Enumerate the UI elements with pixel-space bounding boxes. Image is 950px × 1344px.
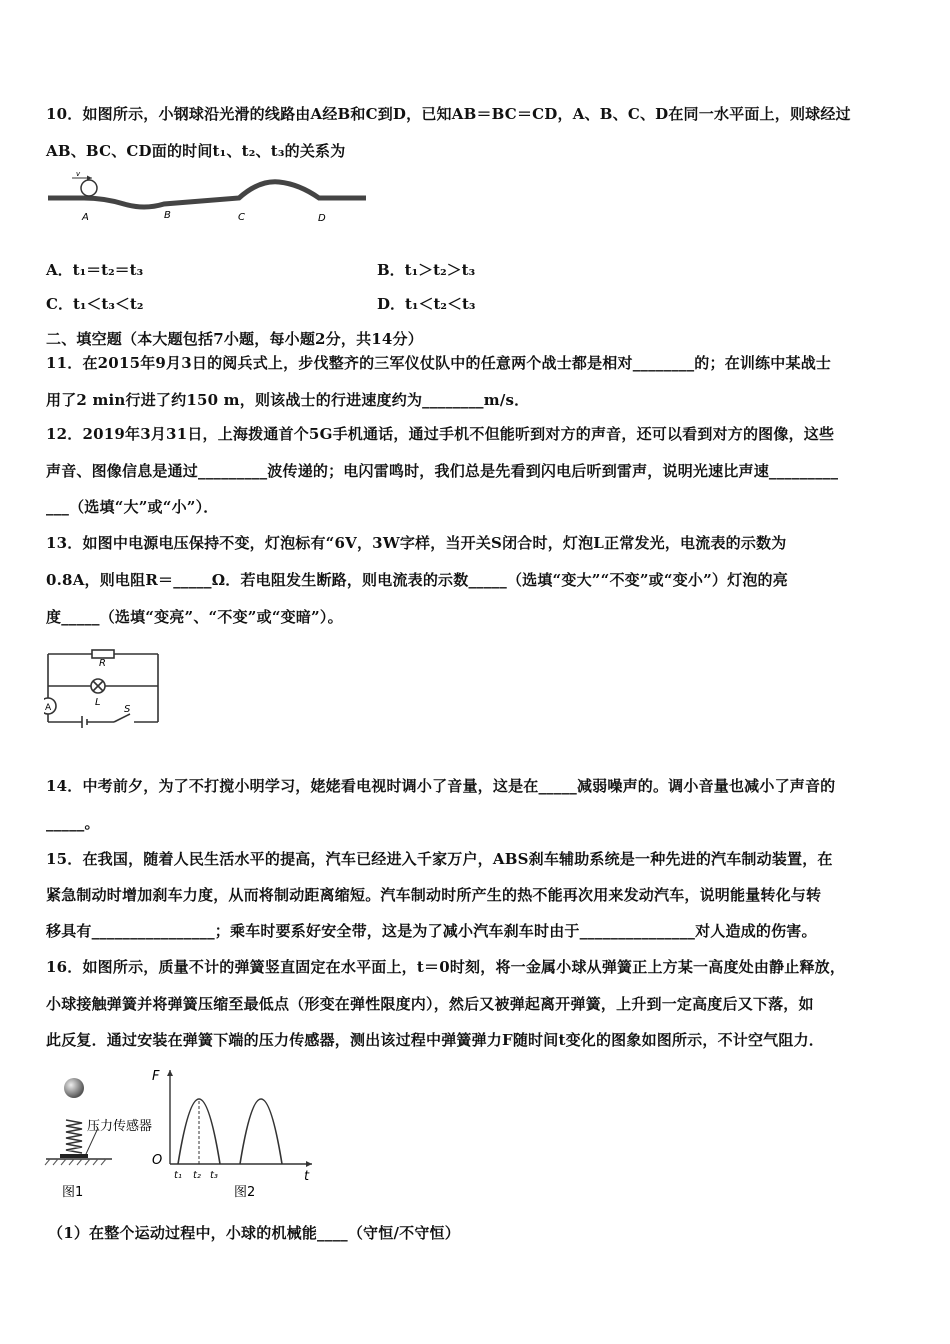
section-heading: 二、填空题（本大题包括7小题，每小题2分，共14分） [46,330,423,348]
label-c: C [238,212,245,223]
steel-ball [81,180,97,196]
q16-sub1: （1）在整个运动过程中，小球的机械能____（守恒/不守恒） [48,1224,460,1242]
fig1-caption: 图1 [62,1185,84,1200]
q10-line2: AB、BC、CD面的时间t₁、t₂、t₃的关系为 [46,142,346,160]
q12-line1: 12．2019年3月31日，上海拨通首个5G手机通话，通过手机不但能听到对方的声音，还可以看到对方的图像，这些 [46,425,835,443]
resistor-r [92,650,114,658]
q15-line2: 紧急制动时增加刹车力度，从而将制动距离缩短。汽车制动时所产生的热不能再次用来发动汽车，说明能量转化与转 [46,886,822,904]
metal-ball [64,1078,84,1098]
label-l: L [95,697,101,708]
q12-line2: 声音、图像信息是通过_________波传递的；电闪雷鸣时，我们总是先看到闪电后听到雷声，说明光速比声速_________ [46,462,839,480]
q14-line1: 14．中考前夕，为了不打搅小明学习，姥姥看电视时调小了音量，这是在_____减弱噪声的。调小音量也减小了声音的 [46,777,836,795]
label-a: A [82,212,89,223]
force-graph [144,1064,324,1200]
q13-line1: 13．如图中电源电压保持不变，灯泡标有“6V，3W字样，当开关S闭合时，灯泡L正常发光，电流表的示数为 [46,534,787,552]
pressure-sensor [60,1154,88,1158]
label-b: B [164,210,171,221]
label-t3: t₃ [210,1170,218,1181]
q11-line2: 用了2 min行进了约150 m，则该战士的行进速度约为________m/s． [46,391,530,409]
label-v: v [76,170,81,178]
label-t1: t₁ [174,1170,182,1181]
force-peak-2 [240,1099,282,1164]
label-f: F [152,1069,160,1084]
label-a: A [45,703,52,713]
q10-option-c[interactable]: C．t₁＜t₃＜t₂ [46,295,144,313]
label-s: S [124,704,131,715]
spring [66,1120,82,1153]
label-sensor: 压力传感器 [87,1119,153,1134]
fig2-caption: 图2 [234,1185,256,1200]
track-figure [44,168,374,230]
label-o: O [152,1153,163,1168]
q13-line2: 0.8A，则电阻R＝_____Ω．若电阻发生断路，则电流表的示数_____（选填“变大”“不变”或“变小”）灯泡的亮 [46,571,788,589]
q10-line1: 10．如图所示，小钢球沿光滑的线路由A经B和C到D，已知AB＝BC＝CD，A、B、C、D在同一水平面上，则球经过 [46,105,851,123]
q15-line3: 移具有________________；乘车时要系好安全带，这是为了减小汽车刹车时由于_______________对人造成的伤害。 [46,922,817,940]
q10-option-a[interactable]: A．t₁＝t₂＝t₃ [46,261,144,279]
label-t2: t₂ [193,1170,201,1181]
switch-s [114,714,130,722]
q10-option-b[interactable]: B．t₁＞t₂＞t₃ [377,261,476,279]
q13-line3: 度_____（选填“变亮”、“不变”或“变暗”）。 [46,608,343,626]
q12-line3: ___（选填“大”或“小”）． [46,498,219,516]
q16-line3: 此反复．通过安装在弹簧下端的压力传感器，测出该过程中弹簧弹力F随时间t变化的图象如图所示，不计空气阻力． [46,1031,824,1049]
q11-line1: 11．在2015年9月3日的阅兵式上，步伐整齐的三军仪仗队中的任意两个战士都是相对________的；在训练中某战士 [46,354,832,372]
circuit-figure [44,648,164,740]
q16-line2: 小球接触弹簧并将弹簧压缩至最低点（形变在弹性限度内），然后又被弹起离开弹簧，上升到一定高度后又下落，如 [46,995,814,1013]
q14-line2: _____。 [46,814,100,832]
q16-line1: 16．如图所示，质量不计的弹簧竖直固定在水平面上，t＝0时刻，将一金属小球从弹簧正上方某一高度处由静止释放， [46,958,846,976]
label-r: R [99,658,106,669]
label-d: D [318,213,326,224]
q15-line1: 15．在我国，随着人民生活水平的提高，汽车已经进入千家万户，ABS刹车辅助系统是一种先进的汽车制动装置，在 [46,850,833,868]
q10-option-d[interactable]: D．t₁＜t₂＜t₃ [377,295,476,313]
label-t: t [304,1169,310,1184]
